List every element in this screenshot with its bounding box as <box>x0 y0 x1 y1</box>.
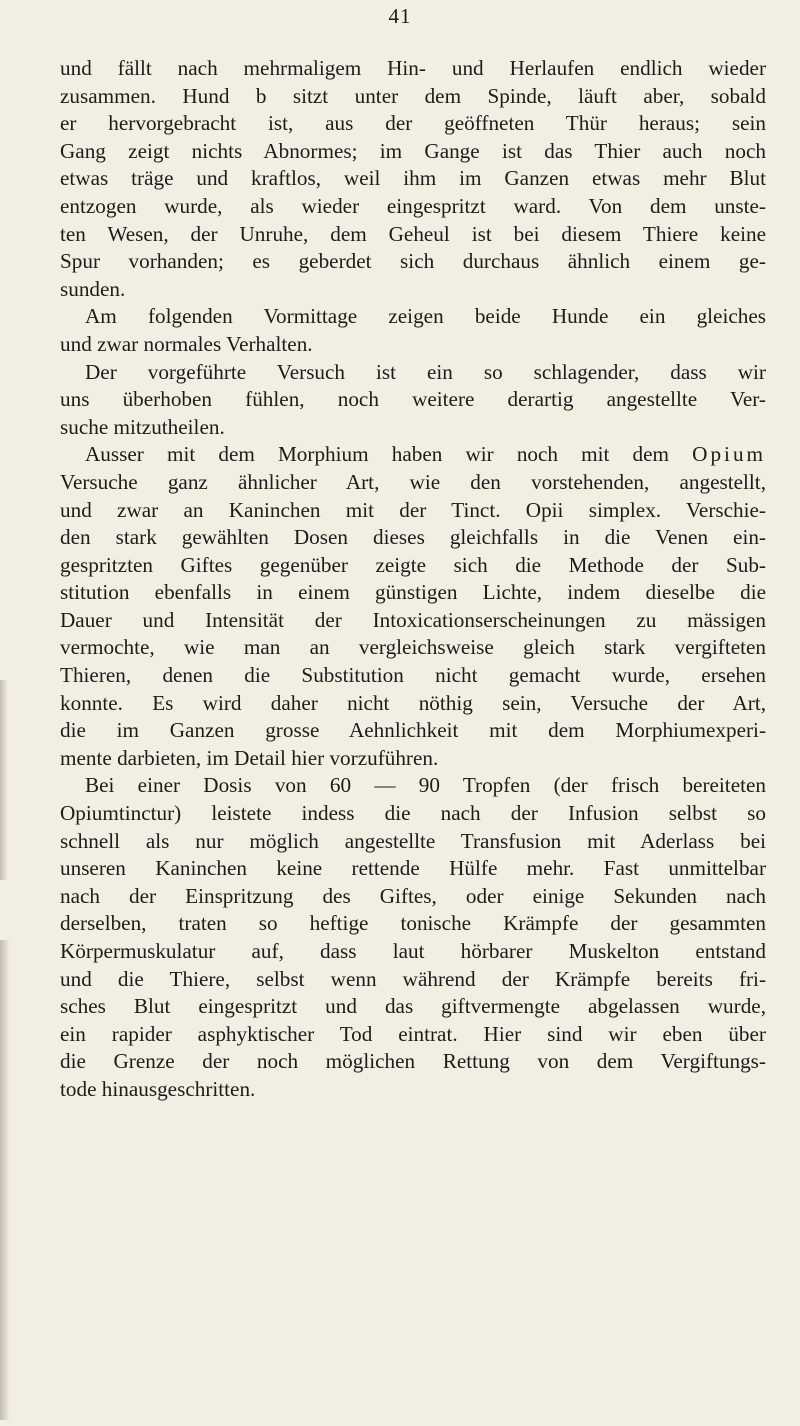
text-line: konnte. Es wird daher nicht nöthig sein, Versuche der Art, <box>60 690 766 715</box>
text-line: den stark gewählten Dosen dieses gleichfalls in die Venen ein- <box>60 525 766 550</box>
text-line: Spur vorhanden; es geberdet sich durchaus ähnlich einem ge- <box>60 249 766 274</box>
text-line: ein rapider asphyktischer Tod eintrat. Hier sind wir eben über <box>60 1021 766 1046</box>
text-line: schnell als nur möglich angestellte Transfusion mit Aderlass bei <box>60 828 766 853</box>
text-line <box>60 441 766 469</box>
text-line: entzogen wurde, als wieder eingespritzt ward. Von dem unste- <box>60 193 766 218</box>
text-line: Bei einer Dosis von 60 — 90 Tropfen (der frisch bereiteten <box>85 773 766 798</box>
text-line: und zwar normales Verhalten. <box>60 331 313 356</box>
text-line: und die Thiere, selbst wenn während der Krämpfe bereits fri- <box>60 966 766 991</box>
text-line: suche mitzutheilen. <box>60 414 225 439</box>
text-line: derselben, traten so heftige tonische Krämpfe der gesammten <box>60 911 766 936</box>
spaced-word: Opium <box>692 442 767 467</box>
text-line: zusammen. Hund b sitzt unter dem Spinde, läuft aber, sobald <box>60 83 766 108</box>
text-line: und fällt nach mehrmaligem Hin- und Herlaufen endlich wieder <box>60 56 766 80</box>
text-line: Gang zeigt nichts Abnormes; im Gange ist das Thier auch noch <box>60 138 766 163</box>
text-line: Körpermuskulatur auf, dass laut hörbarer Muskelton entstand <box>60 939 766 963</box>
text-line: mente darbieten, im Detail hier vorzuführen. <box>60 745 439 770</box>
page-edge-shadow <box>0 680 8 880</box>
page-edge-shadow <box>0 940 10 1420</box>
text-line: Dauer und Intensität der Intoxicationserscheinungen zu mässigen <box>60 607 766 632</box>
text-line: vermochte, wie man an vergleichsweise gleich stark vergifteten <box>60 635 766 660</box>
text-line: Versuche ganz ähnlicher Art, wie den vorstehenden, angestellt, <box>60 469 766 494</box>
text-line: etwas träge und kraftlos, weil ihm im Ganzen etwas mehr Blut <box>60 166 766 191</box>
text-line-start: Ausser mit dem Morphium haben wir noch mit dem <box>85 442 670 467</box>
text-line: und zwar an Kaninchen mit der Tinct. Opii simplex. Verschie- <box>60 497 766 522</box>
text-line: sches Blut eingespritzt und das giftvermengte abgelassen wurde, <box>60 994 766 1019</box>
text-line: die Grenze der noch möglichen Rettung von dem Vergiftungs- <box>60 1049 766 1074</box>
text-line: Opiumtinctur) leistete indess die nach der Infusion selbst so <box>60 801 766 826</box>
text-line: uns überhoben fühlen, noch weitere derartig angestellte Ver- <box>60 387 766 412</box>
text-line: stitution ebenfalls in einem günstigen Lichte, indem dieselbe die <box>60 580 766 605</box>
text-line: nach der Einspritzung des Giftes, oder einige Sekunden nach <box>60 883 766 908</box>
text-line: ten Wesen, der Unruhe, dem Geheul ist bei diesem Thiere keine <box>60 221 766 246</box>
page-number: 41 <box>388 4 412 28</box>
text-line: Am folgenden Vormittage zeigen beide Hunde ein gleiches <box>85 304 766 329</box>
text-line: Der vorgeführte Versuch ist ein so schlagender, dass wir <box>85 359 766 384</box>
text-line: tode hinausgeschritten. <box>60 1076 256 1101</box>
text-line: er hervorgebracht ist, aus der geöffneten Thür heraus; sein <box>60 111 766 136</box>
text-line: unseren Kaninchen keine rettende Hülfe mehr. Fast unmittelbar <box>60 856 766 881</box>
text-line: die im Ganzen grosse Aehnlichkeit mit dem Morphiumexperi- <box>60 718 766 743</box>
text-line: gespritzten Giftes gegenüber zeigte sich die Methode der Sub- <box>60 552 766 577</box>
text-line: sunden. <box>60 276 126 301</box>
body-text <box>60 55 766 1104</box>
text-line: Thieren, denen die Substitution nicht gemacht wurde, ersehen <box>60 663 766 688</box>
